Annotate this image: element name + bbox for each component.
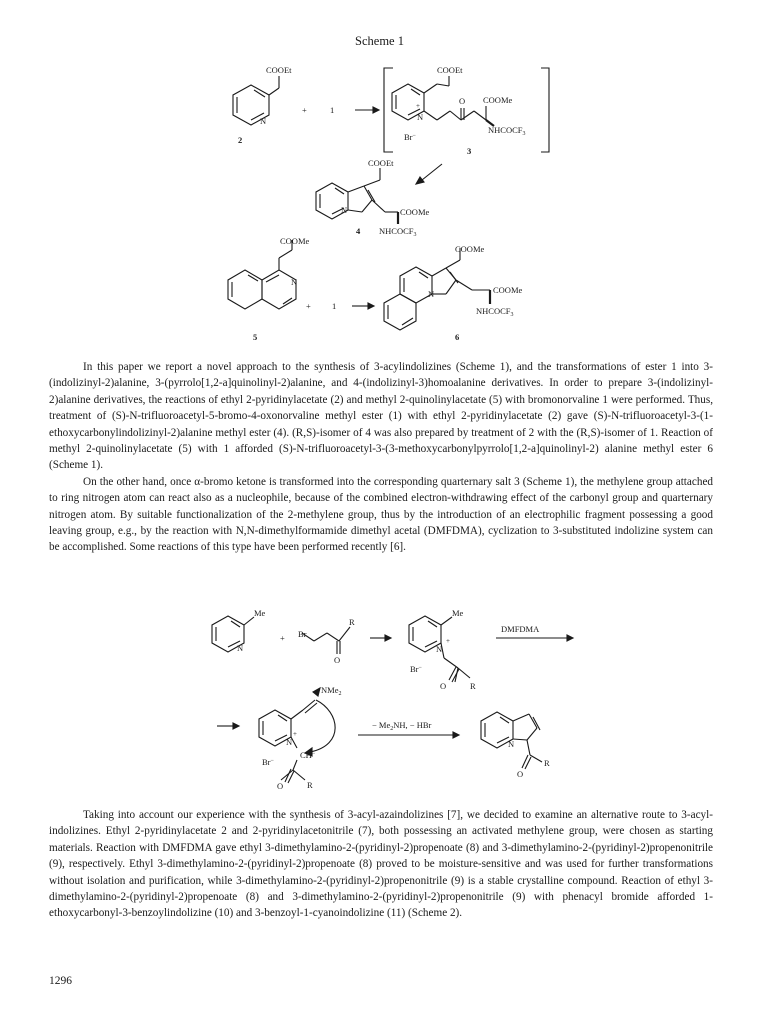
bromide-label-salt: Br− xyxy=(410,664,422,674)
plus-sign-2: + xyxy=(306,301,311,311)
paragraph-1: In this paper we report a novel approach to the synthesis of 3-acylindolizines (Scheme 1), and the transformations of ester 1 into 3-(indolizinyl-2)alanine, 3-(pyrrolo[1,2-a]quinolinyl-2)alanine, and 4-(indolizinyl-3)homoalanine derivatives. In order to prepare 3-(indolizinyl-2)alanine derivatives, the reactions of ethyl 2-pyridinylacetate (2) and methyl 2-quinolinylacetate (5) with bromonorvaline 1 were performed. Thus, treatment of (S)-N-trifluoroacetyl-5-bromo-4-oxonorvaline methyl ester (1) with ethyl 2-pyridinylacetate (2) gave (S)-N-trifluoroacetyl-3-(1-ethoxycarbonylindolizinyl-2)alanine methyl ester (4). (R,S)-isomer of 4 was also prepared by treatment of 2 with the (R,S)-isomer of 1. Reaction of methyl 2-quinolinylacetate (5) with 1 afforded (S)-N-trifluoroacetyl-3-(3-methoxycarbonylpyrrolo[1,2-a]quinolinyl-2) alanine methyl ester 6 (Scheme 1). xyxy=(49,361,713,472)
oxygen-label-int: O xyxy=(277,781,284,791)
bromine-label: Br xyxy=(298,629,307,639)
oxygen-label-salt: O xyxy=(440,681,447,691)
body-text-scheme2 xyxy=(49,807,713,922)
carbanion-label: CH− xyxy=(300,750,316,760)
methyl-label: Me xyxy=(254,608,266,618)
nme2-label: NMe$_2$ xyxy=(321,685,342,697)
coome-label-6: COOMe xyxy=(455,244,485,254)
page-number: 1296 xyxy=(49,975,72,987)
n-plus-charge: + xyxy=(416,102,420,110)
n-atom-label: N xyxy=(260,116,267,126)
scheme-1-title: Scheme 1 xyxy=(355,34,404,48)
r-group-label-product: R xyxy=(544,758,550,768)
coome-label-5: COOMe xyxy=(280,236,310,246)
compound-3-label: 3 xyxy=(467,146,472,156)
plus-sign-s2: + xyxy=(280,633,285,643)
nhcocf3-label-6: $NHCOCF_3$ xyxy=(476,306,514,318)
cooet-label-4: COOEt xyxy=(368,158,394,168)
bromide-label-int: Br− xyxy=(262,757,274,767)
reagent-1-label: 1 xyxy=(330,105,335,115)
methyl-label-salt: Me xyxy=(452,608,464,618)
compound-2-label: 2 xyxy=(238,135,243,145)
n-atom-label-salt: N xyxy=(436,644,443,654)
n-atom-label-s2: N xyxy=(237,643,244,653)
cooet-label-3: COOEt xyxy=(437,65,463,75)
n-atom-label-int: N xyxy=(286,737,293,747)
nhcocf3-label-4: $NHCOCF_3$ xyxy=(379,226,417,238)
paragraph-2: On the other hand, once α-bromo ketone is transformed into the corresponding quarternary salt 3 (Scheme 1), the methylene group attached to ring nitrogen atom can react also as a nucleophile, because of the combined electron-withdrawing effect of the carbonyl group and quarternary nitrogen atom. By suitable functionalization of the 2-methylene group, thus by the introduction of an electrophilic fragment possessing a good leaving group, e.g., by the reaction with N,N-dimethylformamide dimethyl acetal (DMFDMA), cyclization to 3-substituted indolizine system can be accomplished. Some reactions of this type have been performed recently [6]. xyxy=(49,475,713,554)
n-atom-label-5: N xyxy=(291,277,298,287)
n-atom-label-product: N xyxy=(508,739,515,749)
bromide-label: Br− xyxy=(404,132,416,142)
r-group-label: R xyxy=(349,617,355,627)
plus-sign: + xyxy=(302,105,307,115)
coome-label-6b: COOMe xyxy=(493,285,523,295)
oxygen-label-product: O xyxy=(517,769,524,779)
compound-6-label: 6 xyxy=(455,332,460,342)
carbonyl-o-label: O xyxy=(459,96,466,106)
n-plus-charge-salt: + xyxy=(446,637,450,645)
coome-label-3: COOMe xyxy=(483,95,513,105)
r-group-label-salt: R xyxy=(470,681,476,691)
oxygen-label: O xyxy=(334,655,341,665)
compound-5-label: 5 xyxy=(253,332,258,342)
n-atom-label-3: N xyxy=(417,112,424,122)
elimination-label: − $Me_2NH$, − HBr xyxy=(372,720,432,732)
n-plus-charge-int: + xyxy=(293,730,297,738)
r-group-label-int: R xyxy=(307,780,313,790)
coome-label-4: COOMe xyxy=(400,207,430,217)
n-atom-label-4: N xyxy=(341,205,348,215)
n-atom-label-6: N xyxy=(428,289,435,299)
reagent-1-label-2: 1 xyxy=(332,301,337,311)
dmfdma-label: DMFDMA xyxy=(501,624,540,634)
cooet-label: COOEt xyxy=(266,65,292,75)
compound-4-label: 4 xyxy=(356,226,361,236)
nhcocf3-label-3: $NHCOCF_3$ xyxy=(488,125,526,137)
paragraph-3: Taking into account our experience with the synthesis of 3-acyl-azaindolizines [7], we decided to examine an alternative route to 3-acyl-indolizines. Ethyl 2-pyridinylacetate 2 and 2-pyridinylacetonitrile (7), both possessing an activated methylene group, were chosen as starting materials. Reaction with DMFDMA gave ethyl 3-dimethylamino-2-(pyridinyl-2)propenoate (8) and 3-dimethylamino-2-(pyridinyl-2)propenonitrile (9), respectively. Ethyl 3-dimethylamino-2-(pyridinyl-2)propenoate (8) proved to be moisture-sensitive and was used for further transformations without isolation and purification, while 3-dimethylamino-2-(pyridinyl-2)propenonitrile (9) is a stable crystalline compound. Reaction of ethyl 3-dimethylamino-2-(pyridinyl-2)propenoate (8) and 3-dimethylamino-2-(pyridinyl-2)propenonitrile (9) with phenacyl bromide afforded 1-ethoxycarbonyl-3-benzoylindolizine (10) and 3-benzoyl-1-cyanoindolizine (11) (Scheme 2). xyxy=(49,809,713,920)
